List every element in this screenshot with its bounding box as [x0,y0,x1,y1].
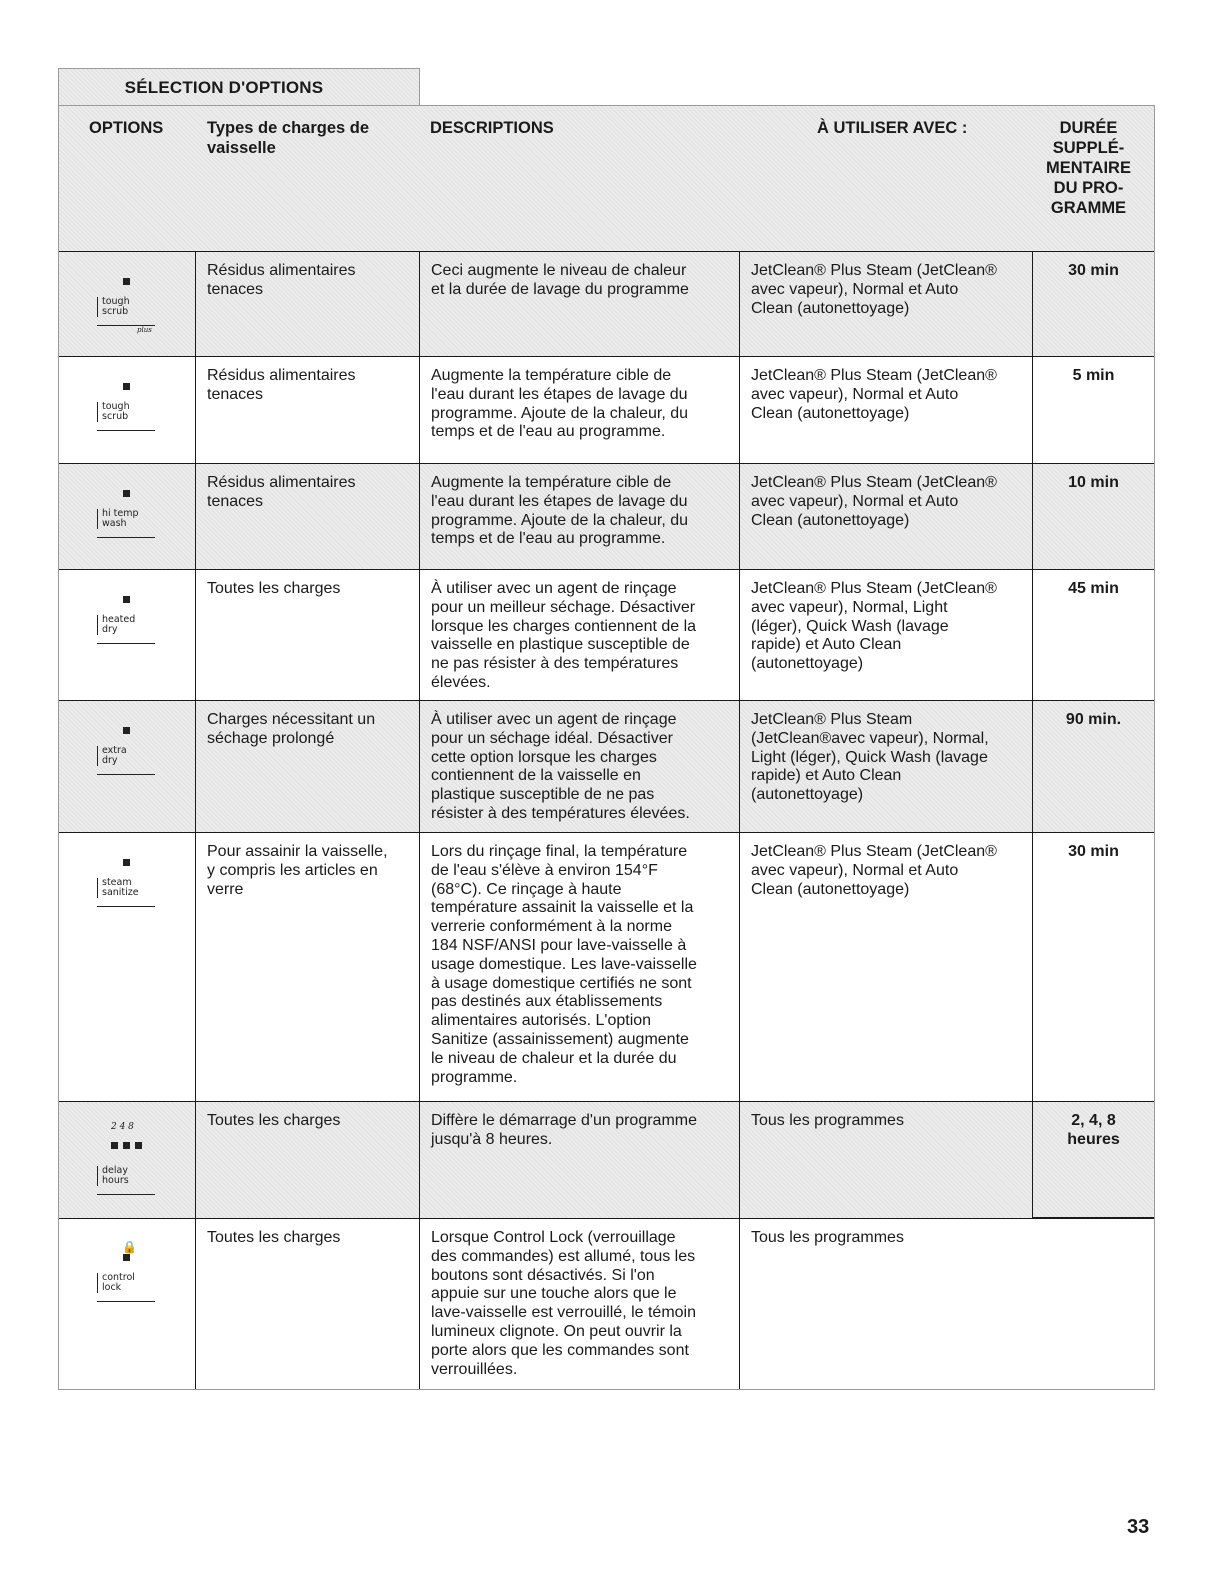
load-type: Toutes les charges [207,580,341,597]
added-duration: 90 min. [1065,711,1122,728]
icon-underline [97,537,155,538]
icon-underline [97,1301,155,1302]
added-duration: 30 min [1068,843,1119,860]
table-header [59,106,1154,251]
header-descriptions: DESCRIPTIONS [430,119,554,137]
section-title: SÉLECTION D'OPTIONS [124,77,324,97]
option-icon-cell [59,833,195,1101]
load-type: Toutes les charges [207,1112,341,1129]
icon-label: extra dry [97,746,159,766]
header-duration: DURÉE SUPPLÉ- MENTAIRE DU PRO- GRAMME [1046,119,1131,217]
added-duration: 30 min [1068,262,1119,279]
use-with: JetClean® Plus Steam (JetClean® avec vapeur), Normal, Light (léger), Quick Wash (lavage rapide) et Auto Clean (autonettoyage) [751,580,997,673]
icon-label: control lock [97,1273,159,1293]
icon-underline [97,430,155,431]
indicator-light [123,1254,130,1261]
option-icon-cell [59,357,195,463]
load-type: Résidus alimentaires tenaces [207,474,356,510]
description: Augmente la température cible de l'eau durant les étapes de lavage du programme. Ajoute de la chaleur, du temps et de l'eau au programme. [431,367,689,441]
load-type: Résidus alimentaires tenaces [207,367,356,403]
description: Lorsque Control Lock (verrouillage des commandes) est allumé, tous les boutons sont désactivés. Si l'on appuie sur une touche alors que le lave-vaisselle est verrouillé, le témoin lumineux clignote. On peut ouvrir la porte alors que les commandes sont verrouillées. [431,1229,696,1378]
hi-temp-wash-icon [97,490,159,538]
page-number: 33 [1127,1516,1150,1538]
icon-label: tough scrub [97,402,159,422]
tough-scrub-icon [97,383,159,431]
header-use-with: À UTILISER AVEC : [817,119,968,137]
icon-label: steam sanitize [97,878,159,898]
extra-dry-icon [97,727,159,775]
table-row [59,356,1154,463]
table-row [59,700,1154,832]
table-row [59,1101,1154,1218]
table-row [59,251,1154,356]
icon-underline [97,1194,155,1195]
indicator-light [123,278,130,285]
plus-label: plus [137,326,152,334]
added-duration: 2, 4, 8 heures [1067,1112,1120,1148]
control-lock-icon [97,1241,159,1302]
indicator-light [123,490,130,497]
header-types: Types de charges de vaisselle [207,119,370,157]
icon-label: delay hours [97,1166,159,1186]
header-options: OPTIONS [89,119,164,137]
icon-label: hi temp wash [97,509,159,529]
delay-hours-icon [97,1122,159,1195]
lock-symbol: 🔒 [122,1240,137,1254]
icon-underline [97,774,155,775]
indicator-light [123,859,130,866]
steam-sanitize-icon [97,859,159,907]
use-with: JetClean® Plus Steam (JetClean®avec vapeur), Normal, Light (léger), Quick Wash (lavage rapide) et Auto Clean (autonettoyage) [751,711,989,804]
option-icon-cell [59,701,195,832]
options-table [58,105,1155,1390]
indicator-light [123,383,130,390]
added-duration: 10 min [1068,474,1119,491]
table-row [59,1218,1154,1389]
use-with: JetClean® Plus Steam (JetClean® avec vapeur), Normal et Auto Clean (autonettoyage) [751,474,997,529]
load-type: Pour assainir la vaisselle, y compris les articles en verre [207,843,388,898]
use-with: Tous les programmes [751,1112,904,1129]
icon-underline [97,906,155,907]
use-with: JetClean® Plus Steam (JetClean® avec vapeur), Normal et Auto Clean (autonettoyage) [751,367,997,422]
indicator-light [123,727,130,734]
use-with: JetClean® Plus Steam (JetClean® avec vapeur), Normal et Auto Clean (autonettoyage) [751,262,997,317]
option-icon-cell [59,1219,195,1389]
description: Ceci augmente le niveau de chaleur et la durée de lavage du programme [431,262,689,298]
option-icon-cell [59,464,195,569]
added-duration: 45 min [1068,580,1119,597]
use-with: Tous les programmes [751,1229,904,1246]
heated-dry-icon [97,596,159,644]
table-row [59,832,1154,1101]
description: À utiliser avec un agent de rinçage pour un meilleur séchage. Désactiver lorsque les charges contiennent de la vaisselle en plastique susceptible de ne pas résister à des températures élevées. [431,580,697,691]
description: Lors du rinçage final, la température de l'eau s'élève à environ 154°F (68°C). Ce rinçage à haute température assainit la vaisselle et la verrerie conformément à la norme 184 NSF/ANSI pour lave-vaisselle à usage domestique. Les lave-vaisselle à usage domestique certifiés ne sont pas destinés aux établissements alimentaires autorisés. L'option Sanitize (assainissement) augmente le niveau de chaleur et la durée du programme. [431,843,697,1086]
use-with: JetClean® Plus Steam (JetClean® avec vapeur), Normal et Auto Clean (autonettoyage) [751,843,997,898]
option-icon-cell [59,252,195,356]
delay-hour-numbers: 2 4 8 [111,1122,134,1132]
table-row [59,569,1154,700]
indicator-light [123,596,130,603]
description: Diffère le démarrage d'un programme jusqu'à 8 heures. [431,1112,697,1148]
indicator-lights [111,1136,159,1154]
icon-underline [97,643,155,644]
description: À utiliser avec un agent de rinçage pour un séchage idéal. Désactiver cette option lorsque les charges contiennent de la vaisselle en plastique susceptible de ne pas résister à des températures élevées. [431,711,690,822]
section-title-tab [58,68,420,106]
load-type: Résidus alimentaires tenaces [207,262,356,298]
added-duration: 5 min [1072,367,1115,384]
option-icon-cell [59,1102,195,1218]
icon-label: tough scrub [97,297,159,317]
option-icon-cell [59,570,195,700]
description: Augmente la température cible de l'eau durant les étapes de lavage du programme. Ajoute de la chaleur, du temps et de l'eau au programme. [431,474,689,548]
icon-label: heated dry [97,615,159,635]
tough-scrub-plus-icon [97,278,159,334]
table-row [59,463,1154,569]
load-type: Charges nécessitant un séchage prolongé [207,711,376,747]
load-type: Toutes les charges [207,1229,341,1246]
